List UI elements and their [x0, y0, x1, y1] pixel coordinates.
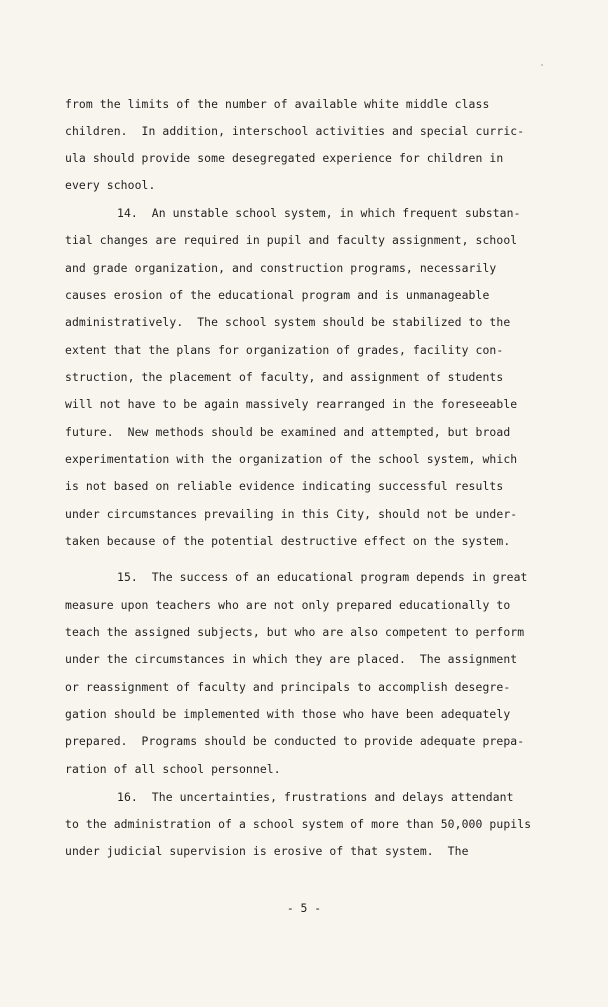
text-line: under judicial supervision is erosive of that system. The [65, 844, 469, 858]
text-line: extent that the plans for organization of grades, facility con- [65, 343, 504, 357]
text-line: administratively. The school system should be stabilized to the [65, 315, 511, 329]
text-line: is not based on reliable evidence indicating successful results [65, 479, 504, 493]
text-line: will not have to be again massively rearranged in the foreseeable [65, 397, 518, 411]
text-line: and grade organization, and construction programs, necessarily [65, 261, 497, 275]
text-line: struction, the placement of faculty, and assignment of students [65, 370, 504, 384]
text-line: ration of all school personnel. [65, 762, 281, 776]
text-line: children. In addition, interschool activities and special curric- [65, 124, 525, 138]
text-line: experimentation with the organization of the school system, which [65, 452, 518, 466]
text-line: causes erosion of the educational program and is unmanageable [65, 288, 490, 302]
paragraph-16-start: 16. The uncertainties, frustrations and delays attendant [117, 790, 514, 804]
text-line: ula should provide some desegregated experience for children in [65, 151, 504, 165]
paragraph-15-start: 15. The success of an educational program depends in great [117, 570, 528, 584]
text-line: tial changes are required in pupil and faculty assignment, school [65, 233, 518, 247]
page-number: - 5 - [286, 901, 322, 915]
text-line: prepared. Programs should be conducted to provide adequate prepa- [65, 734, 525, 748]
text-line: under the circumstances in which they are placed. The assignment [65, 652, 518, 666]
text-line: or reassignment of faculty and principals to accomplish desegre- [65, 680, 511, 694]
paper-speck [541, 64, 543, 66]
text-line: every school. [65, 178, 156, 192]
text-line: teach the assigned subjects, but who are also competent to perform [65, 625, 525, 639]
text-line: future. New methods should be examined and attempted, but broad [65, 425, 511, 439]
paragraph-14-start: 14. An unstable school system, in which frequent substan- [117, 206, 521, 220]
text-line: to the administration of a school system of more than 50,000 pupils [65, 817, 532, 831]
text-line: gation should be implemented with those who have been adequately [65, 707, 511, 721]
text-line: from the limits of the number of available white middle class [65, 97, 490, 111]
text-line: measure upon teachers who are not only prepared educationally to [65, 598, 511, 612]
text-line: under circumstances prevailing in this City, should not be under- [65, 507, 518, 521]
text-line: taken because of the potential destructive effect on the system. [65, 534, 511, 548]
